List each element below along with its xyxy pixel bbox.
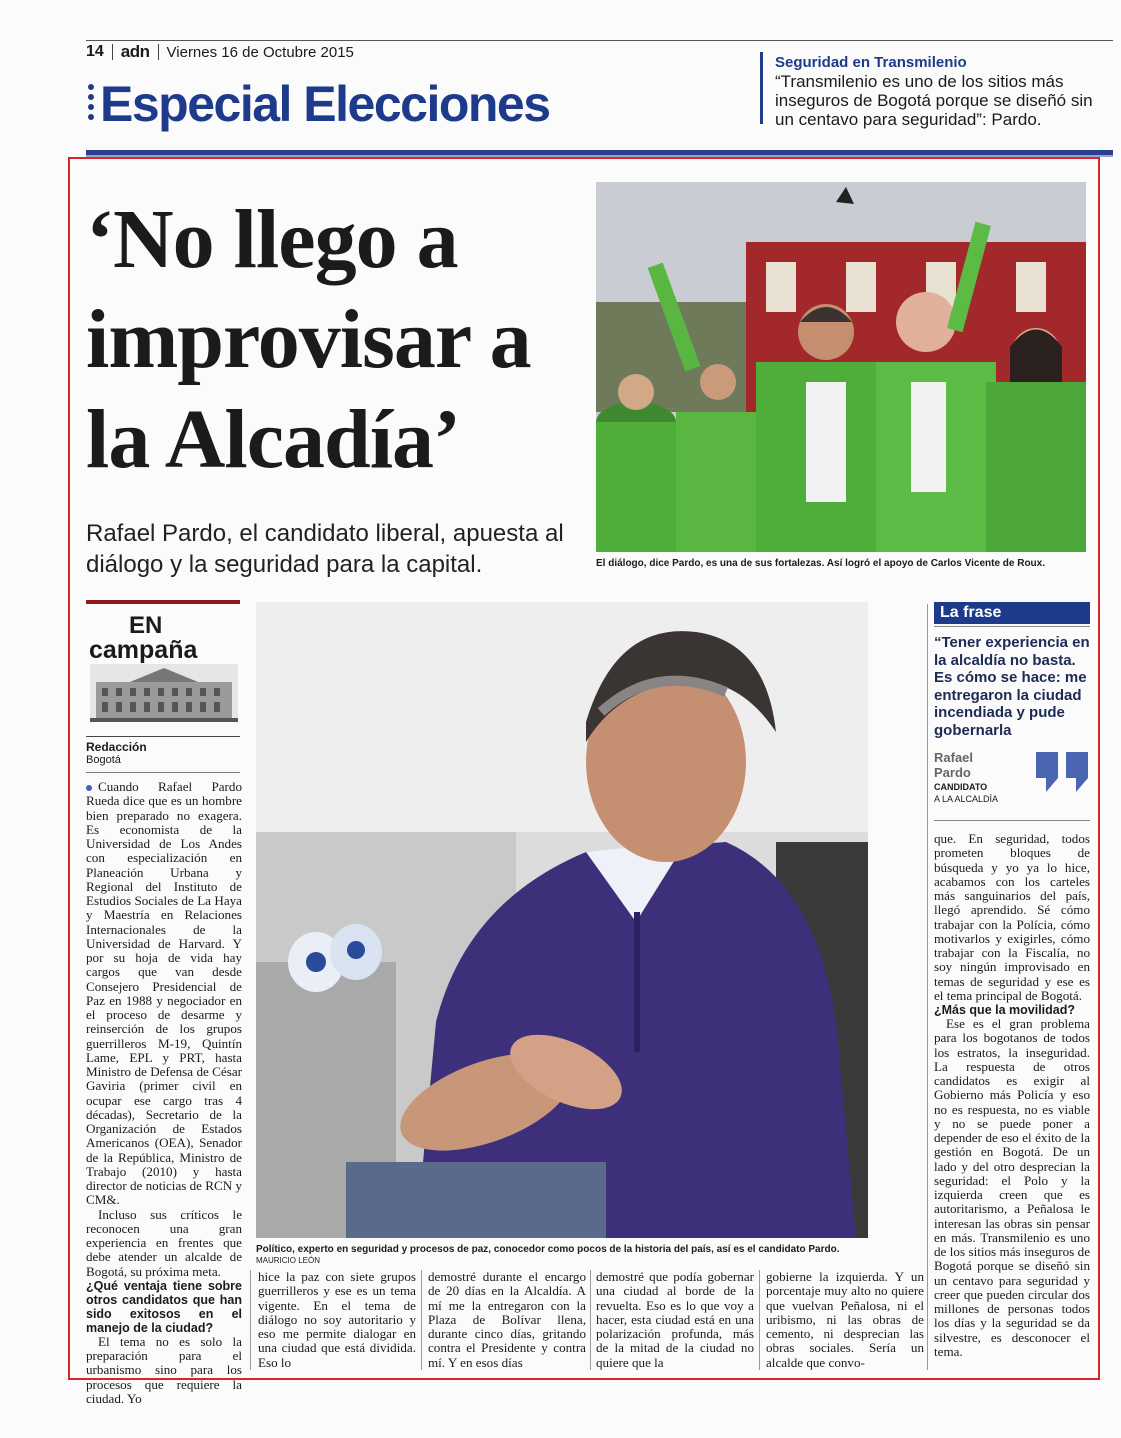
teaser-quote: “Transmilenio es uno de los sitios más inseguros de Bogotá porque se diseñó sin un centavo para seguridad”: Pardo.	[775, 72, 1093, 129]
teaser-bar	[760, 52, 763, 124]
body-paragraph: hice la paz con siete grupos guerrilleros y ese es un tema vigente. En el tema de diálogo no soy autoritario y eso me permite dialogar en una ciudad que está dividida. Eso lo	[258, 1269, 416, 1370]
body-paragraph: que. En seguridad, todos prometen bloques de búsqueda y yo ya lo hice, acabamos con los carteles más sanguinarios del país, llegó aprendido. Sé cómo trabajar con la Polícia, cómo motivarlos y exigirles, cómo trabajar con la Fiscalía, no soy ningún improvisado en temas de seguridad y ese es el tema principal de Bogotá.	[934, 831, 1090, 1003]
quote-marks-icon	[1036, 752, 1090, 792]
top-photo-caption: El diálogo, dice Pardo, es una de sus fortalezas. Así logró el apoyo de Carlos Vicente de Roux.	[596, 558, 1046, 569]
column-divider	[759, 1270, 760, 1370]
photo-credit: MAURICIO LEÓN	[256, 1256, 321, 1265]
body-paragraph	[86, 780, 242, 1208]
body-paragraph: gobierne la izquierda. Y un porcentaje muy alto no quiere que vuelvan Peñalosa, ni el uribismo, ni las obras de cemento, ni desprecian las obras sociales. Sería un alcalde que convo-	[766, 1269, 924, 1370]
section-bullets-icon	[86, 84, 98, 128]
pull-quote: “Tener experiencia en la alcaldía no basta. Es cómo se hace: me entregaron la ciudad incendiada y pude gobernarla	[934, 634, 1090, 739]
quote-author	[934, 750, 973, 780]
interview-question: ¿Qué ventaja tiene sobre otros candidatos que han sido exitosos en el manejo de la ciudad?	[86, 1278, 242, 1335]
building-icon	[90, 664, 238, 722]
campaign-rule	[86, 736, 240, 737]
body-paragraph: demostré que podía gobernar una ciudad al borde de la revuelta. Eso es lo que voy a hacer, esta ciudad está en una polarización profunda, más de la mitad de la ciudad no quiere que la	[596, 1269, 754, 1370]
deck: Rafael Pardo, el candidato liberal, apuesta al diálogo y la seguridad para la capital.	[86, 520, 564, 578]
section-rule	[86, 150, 1113, 157]
masthead-divider	[158, 44, 159, 60]
main-photo-caption-text: Político, experto en seguridad y procesos de paz, conocedor como pocos de la historia del país, así es el candidato Pardo.	[256, 1244, 840, 1255]
body-column-1	[86, 780, 242, 1406]
teaser-heading: Seguridad en Transmilenio	[775, 54, 967, 71]
body-paragraph: Ese es el gran problema para los bogotanos de todos los estratos, la inseguridad. La respuesta de otros candidatos es exigir al Gobierno más Policía y eso no es respuesta, no es viable y no se puede poner a depender de eso el éxito de la gestión en Bogotá. De un lado y del otro desprecian la seguridad: el Polo y la izquierda creen que es autoritarismo, a Peñalosa le interesan las obras sin pensar en más. Transmilenio es uno de los sitios más inseguros de Bogotá porque se diseñó sin un centavo para seguridad y creer que pueden circular dos millones de personas todos los días y la seguridad se da silvestre, es desconocer el tema.	[934, 1016, 1090, 1359]
top-rule	[86, 40, 1113, 41]
quote-author-first: Rafael	[934, 750, 974, 765]
interview-question: ¿Más que la movilidad?	[934, 1003, 1075, 1017]
body-paragraph: El tema no es solo la preparación para el urbanismo sino para los procesos que requiere la ciudad. Yo	[86, 1333, 242, 1406]
quote-author-role: CANDIDATO	[934, 782, 988, 792]
body-text: Cuando Rafael Pardo Rueda dice que es un hombre bien preparado no exagera. Es economista de la Universidad de Los Andes con especialización en Planeación Urbana y Regional del Instituto de Estudios Sociales de La Haya y Maestría en Relaciones Internacionales de la Universidad de Harvard. Y por su hoja de vida hay cargos que van desde Consejero Presidencial de Paz en 1988 y negociador en el proceso de desarme y reinserción de los grupos guerrilleros M-19, Quintín Lame, EPL y PRT, hasta Ministro de Defensa de César Gaviria (primer civil en ocupar ese cargo tras 4 décadas), Secretario de la Organización de Estados Americanos (OEA), Senador de la República, Ministro de Trabajo (2010) y hasta director de noticias de RCN y CM&.	[86, 779, 242, 1208]
body-column-2	[258, 1270, 416, 1370]
body-column-4	[596, 1270, 754, 1370]
bullet-icon	[86, 785, 92, 791]
body-column-6	[934, 832, 1090, 1359]
quote-box-heading: La frase	[934, 602, 1090, 624]
quote-box-rule	[934, 626, 1090, 627]
column-divider	[590, 1270, 591, 1370]
quote-author-last: Pardo	[934, 765, 971, 780]
body-column-3	[428, 1270, 586, 1370]
page-number: 14	[86, 43, 104, 60]
campaign-photo	[596, 182, 1086, 552]
column-divider	[421, 1270, 422, 1370]
column-divider	[250, 1270, 251, 1370]
candidate-portrait-photo	[256, 602, 868, 1238]
byline: Redacción	[86, 740, 147, 754]
masthead	[86, 42, 354, 62]
byline-rule	[86, 772, 240, 773]
quote-box-bottom-rule	[934, 820, 1090, 821]
headline: ‘No llego a improvisar a la Alcadía’	[86, 193, 531, 486]
section-title: Especial Elecciones	[100, 76, 550, 132]
issue-date: Viernes 16 de Octubre 2015	[166, 43, 354, 61]
campaign-label: campaña	[89, 636, 198, 664]
column-divider	[927, 604, 928, 1370]
main-photo-caption	[256, 1244, 868, 1266]
dateline-city: Bogotá	[86, 754, 121, 766]
quote-author-role-detail: A LA ALCALDÍA	[934, 794, 999, 804]
masthead-divider	[112, 44, 113, 60]
campaign-label-en: EN	[129, 612, 163, 639]
body-paragraph: Incluso sus críticos le reconocen una gran experiencia en frentes que debe atender un alcalde de Bogotá, su próxima meta.	[86, 1206, 242, 1279]
body-column-5	[766, 1270, 924, 1370]
body-paragraph: demostré durante el encargo de 20 días en la Alcaldía. A mí me la entregaron con la Plaza de Bolívar llena, durante cinco días, gritando contra el Presidente y contra mí. Y en esos días	[428, 1269, 586, 1370]
brand-logo: adn	[120, 42, 150, 61]
